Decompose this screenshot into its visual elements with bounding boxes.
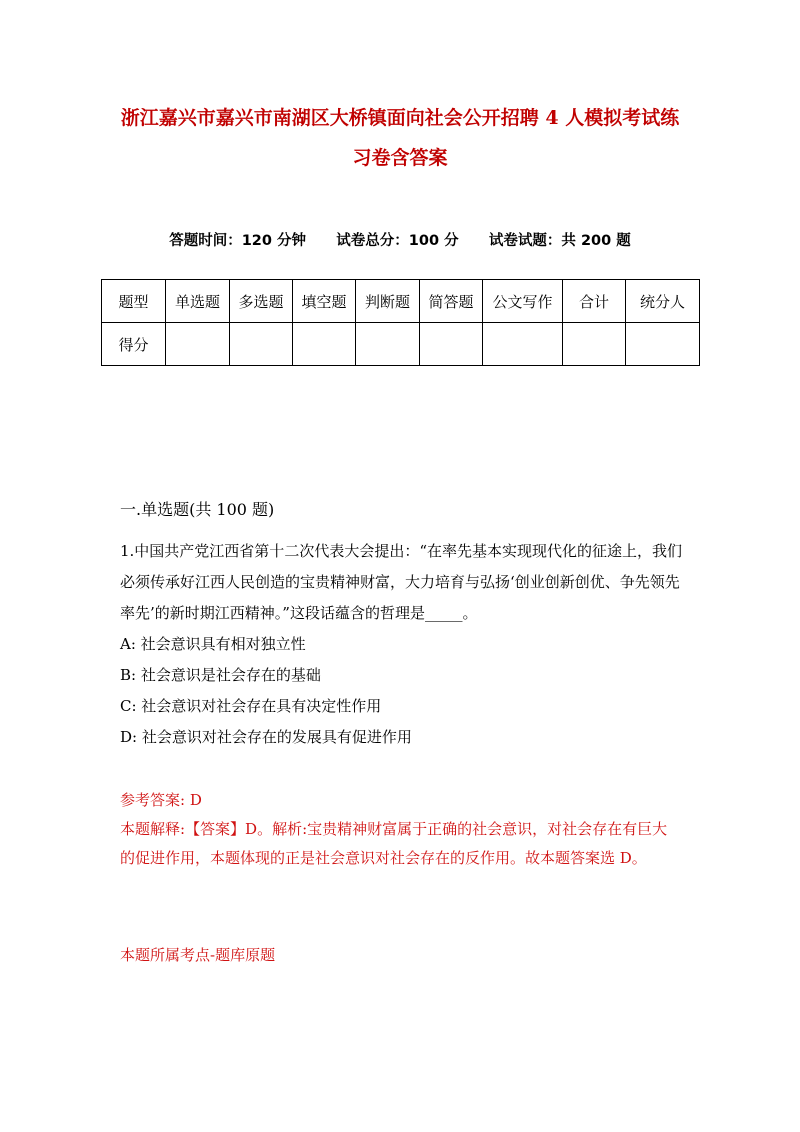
document-title-line-1: 浙江嘉兴市嘉兴市南湖区大桥镇面向社会公开招聘 4 人模拟考试练 [120, 107, 680, 129]
score-table-header-cell: 公文写作 [483, 280, 563, 323]
score-table-header-cell: 单选题 [166, 280, 230, 323]
question-topic: 本题所属考点-题库原题 [120, 946, 276, 964]
score-cell [356, 323, 420, 366]
score-table [101, 279, 700, 366]
score-table-header-cell: 合计 [563, 280, 626, 323]
score-table-header-cell: 填空题 [293, 280, 356, 323]
option-d: D: 社会意识对社会存在的发展具有促进作用 [120, 728, 412, 746]
score-table-score-row [102, 323, 700, 366]
score-table-header-cell: 多选题 [230, 280, 293, 323]
document-title-line-2: 习卷含答案 [352, 147, 448, 169]
option-a: A: 社会意识具有相对独立性 [120, 635, 306, 653]
score-cell [230, 323, 293, 366]
answer-explanation: 本题解释:【答案】D。解析:宝贵精神财富属于正确的社会意识，对社会存在有巨大的促进作用，本题体现的正是社会意识对社会存在的反作用。故本题答案选 D。 [120, 820, 668, 867]
score-cell [166, 323, 230, 366]
score-cell [420, 323, 483, 366]
score-table-header-cell: 简答题 [420, 280, 483, 323]
answer-block [120, 786, 682, 873]
score-table-header-row [102, 280, 700, 323]
score-cell [293, 323, 356, 366]
score-cell [483, 323, 563, 366]
score-cell [626, 323, 700, 366]
option-b: B: 社会意识是社会存在的基础 [120, 666, 321, 684]
question-block [120, 536, 682, 753]
exam-meta-info: 答题时间：120 分钟 试卷总分：100 分 试卷试题：共 200 题 [169, 233, 631, 249]
score-table-header-cell: 题型 [102, 280, 166, 323]
score-table-header-cell: 判断题 [356, 280, 420, 323]
score-cell [563, 323, 626, 366]
score-row-label: 得分 [102, 323, 166, 366]
section-heading: 一.单选题(共 100 题) [120, 500, 275, 519]
score-table-header-cell: 统分人 [626, 280, 700, 323]
reference-answer: 参考答案: D [120, 791, 202, 809]
option-c: C: 社会意识对社会存在具有决定性作用 [120, 697, 382, 715]
question-text: 1.中国共产党江西省第十二次代表大会提出：“在率先基本实现现代化的征途上，我们必须传承好江西人民创造的宝贵精神财富，大力培育与弘扬‘创业创新创优、争先领先率先’的新时期江西精神。”这段话蕴含的哲理是_____。 [120, 542, 682, 622]
